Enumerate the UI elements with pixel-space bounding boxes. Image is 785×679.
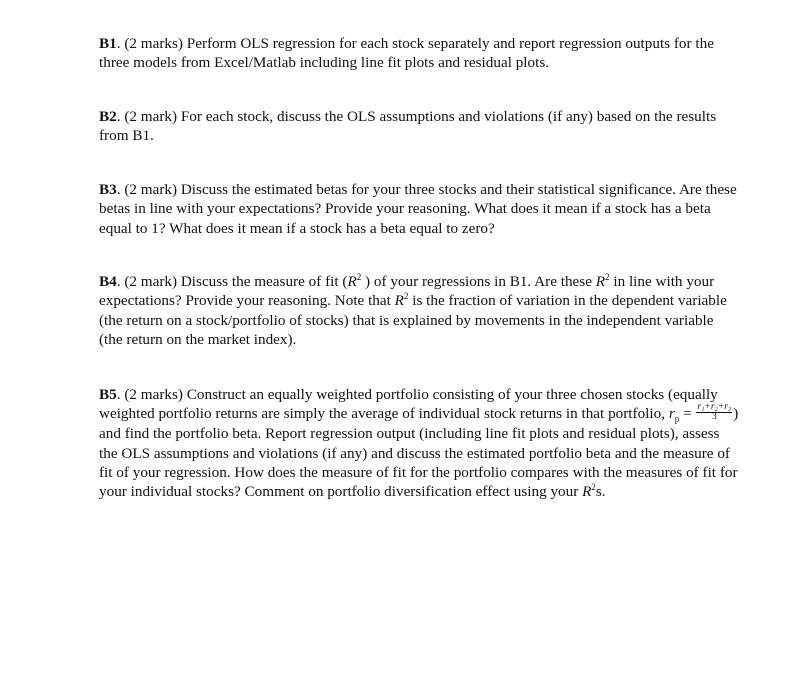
question-b1: B1. (2 marks) Perform OLS regression for each stock separately and report regression outputs for the three models from Excel/Matlab including line fit plots and residual plots.	[99, 35, 714, 72]
question-number: B2	[99, 108, 117, 125]
portfolio-return-symbol: r	[668, 405, 675, 423]
question-text-b: ) and find the portfolio beta. Report regression output (including line fit plots and residual plots), assess the OLS assumptions and violations (if any) and discuss the estimated portfolio beta and the measure of fit of your regression. How does the measure of fit for the portfolio compares with the measures of fit for your individual stocks? Comment on portfolio diversification effect using your	[99, 405, 739, 501]
question-text: For each stock, discuss the OLS assumptions and violations (if any) based on the results from B1.	[99, 108, 717, 145]
fraction-numerator: r₁+r₂+r₃	[697, 402, 732, 413]
r-squared-exponent: 2	[356, 271, 362, 282]
r-squared-symbol: R	[582, 483, 592, 501]
r-squared-symbol: R	[394, 292, 404, 310]
r-squared-exponent: 2	[591, 482, 596, 493]
question-text: Discuss the estimated betas for your three stocks and their statistical significance. Are these betas in line with your expectations? Provide your reasoning. What does it mean if a stock has a beta equal to 1? What does it mean if a stock has a beta equal to zero?	[99, 181, 737, 237]
r-squared-exponent: 2	[605, 271, 610, 282]
question-marks: (2 mark)	[124, 108, 178, 125]
question-text-a: Discuss the measure of fit (	[180, 273, 348, 290]
question-text-c: s.	[595, 483, 606, 501]
question-b4: B4. (2 mark) Discuss the measure of fit ($R^2$ ) of your regressions in B1. Are these $R^2$ in line with your expectations? Provide your reasoning. Note that $R^2$ is the fraction of variation in the dependent variable (the return on a stock/portfolio of stocks) that is explained by movements in the independent variable (the return on the market index).	[99, 271, 727, 348]
question-b2: B2. (2 mark) For each stock, discuss the OLS assumptions and violations (if any) based on the results from B1.	[99, 108, 717, 145]
question-b3: B3. (2 mark) Discuss the estimated betas for your three stocks and their statistical significance. Are these betas in line with your expectations? Provide your reasoning. What does it mean if a stock has a beta equal to 1? What does it mean if a stock has a beta equal to zero?	[99, 181, 737, 237]
question-text-c: in line with your expectations? Provide your reasoning. Note that	[99, 273, 715, 310]
question-number: B1	[99, 35, 117, 52]
question-b5: B5. (2 marks) Construct an equally weighted portfolio consisting of your three chosen stocks (equally weighted portfolio returns are simply the average of individual stock returns in that portfolio, $r_p$ = $\frac{\text{r₁+r₂+r₃}}{3}$ ) and find the portfolio beta. Report regression output (including line fit plots and residual plots), assess the OLS assumptions and violations (if any) and discuss the estimated portfolio beta and the measure of fit of your regression. How does the measure of fit for the portfolio compares with the measures of fit for your individual stocks? Comment on portfolio diversification effect using your $R^2s$.	[99, 386, 739, 501]
question-text: Perform OLS regression for each stock separately and report regression outputs for the three models from Excel/Matlab including line fit plots and residual plots.	[99, 35, 714, 72]
average-return-fraction	[696, 403, 732, 422]
portfolio-return-subscript: p	[674, 414, 680, 425]
question-number: B4	[99, 273, 117, 290]
question-marks: (2 mark)	[124, 181, 178, 198]
equals-sign: =	[679, 405, 696, 423]
question-marks: (2 marks)	[124, 386, 183, 403]
question-marks: (2 marks)	[124, 35, 183, 52]
r-squared-symbol: R	[595, 273, 606, 290]
question-number: B5	[99, 386, 117, 403]
question-text-d: is the fraction of variation in the dependent variable (the return on a stock/portfolio of stocks) that is explained by movements in the independent variable (the return on the market index).	[99, 292, 727, 348]
r-squared-symbol: R	[347, 273, 357, 290]
question-marks: (2 mark)	[124, 273, 178, 290]
question-text-b: ) of your regressions in B1. Are these	[361, 273, 596, 290]
r-squared-exponent: 2	[403, 291, 409, 302]
question-number: B3	[99, 181, 117, 198]
fraction-denominator: 3	[711, 412, 717, 423]
question-text-a: Construct an equally weighted portfolio consisting of your three chosen stocks (equally weighted portfolio returns are simply the average of individual stock returns in that portfolio,	[99, 386, 718, 423]
